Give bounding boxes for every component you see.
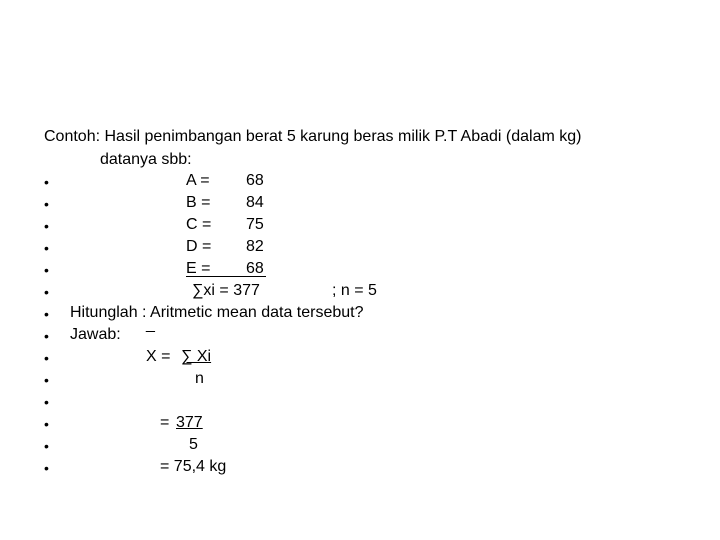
- formula-lhs: X =: [146, 348, 171, 365]
- formula-numerator: ∑ Xi: [181, 348, 212, 365]
- calc-result: = 75,4 kg: [160, 458, 227, 475]
- bullet-3: •: [44, 218, 49, 234]
- bullet-11: •: [44, 394, 49, 410]
- bullet-13: •: [44, 438, 49, 454]
- row-e-label: E =: [186, 260, 211, 277]
- row-e-underline: [186, 276, 266, 277]
- calc-eq: =: [160, 414, 170, 431]
- question-text: Hitunglah : Aritmetic mean data tersebut?: [70, 304, 364, 321]
- answer-label: Jawab:: [70, 326, 121, 343]
- row-b-value: 84: [246, 194, 264, 211]
- row-a-label: A =: [186, 172, 210, 189]
- row-c-value: 75: [246, 216, 264, 233]
- formula-denominator: n: [195, 370, 204, 387]
- bullet-12: •: [44, 416, 49, 432]
- heading-line-1: Contoh: Hasil penimbangan berat 5 karung beras milik P.T Abadi (dalam kg): [44, 128, 582, 145]
- row-c-label: C =: [186, 216, 212, 233]
- calc-numerator: 377: [176, 414, 203, 431]
- calc-denominator: 5: [189, 436, 198, 453]
- row-e-value: 68: [246, 260, 264, 277]
- bullet-9: •: [44, 350, 49, 366]
- bullet-1: •: [44, 174, 49, 190]
- row-a-value: 68: [246, 172, 264, 189]
- bullet-6: •: [44, 284, 49, 300]
- bullet-5: •: [44, 262, 49, 278]
- bullet-10: •: [44, 372, 49, 388]
- row-d-label: D =: [186, 238, 212, 255]
- bullet-14: •: [44, 460, 49, 476]
- sum-left: ∑xi = 377: [192, 282, 260, 299]
- row-b-label: B =: [186, 194, 211, 211]
- bullet-2: •: [44, 196, 49, 212]
- bullet-8: •: [44, 328, 49, 344]
- bullet-7: •: [44, 306, 49, 322]
- sum-right: ; n = 5: [332, 282, 377, 299]
- bar-mark: _: [146, 316, 155, 333]
- heading-line-2: datanya sbb:: [100, 151, 192, 168]
- row-d-value: 82: [246, 238, 264, 255]
- bullet-4: •: [44, 240, 49, 256]
